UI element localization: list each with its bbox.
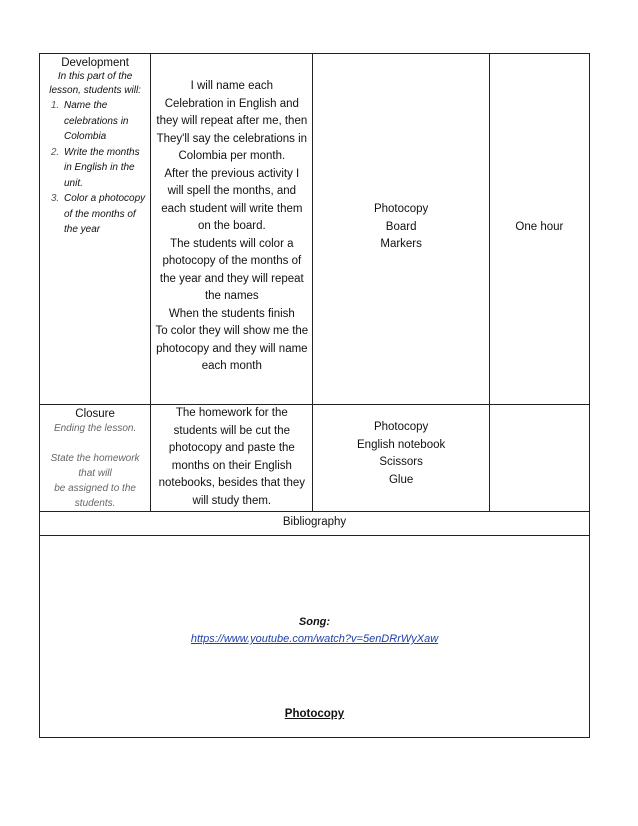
material-item: Photocopy bbox=[373, 203, 429, 215]
closure-time-cell bbox=[489, 405, 589, 512]
development-activities-text bbox=[151, 54, 312, 376]
song-link[interactable]: https://www.youtube.com/watch?v=5enDRrWyXaw bbox=[190, 633, 439, 645]
development-heading: Development bbox=[61, 57, 129, 69]
development-row bbox=[40, 54, 590, 405]
closure-activities-cell bbox=[151, 405, 313, 512]
activity-line: To color they will show me the bbox=[155, 325, 309, 337]
objective-text: of the months of bbox=[64, 208, 136, 220]
objective-text: Colombia bbox=[64, 131, 107, 142]
material-item: Markers bbox=[380, 238, 422, 250]
activity-line: When the students finish bbox=[168, 307, 295, 320]
activity-line: each student will write them bbox=[161, 202, 303, 215]
lesson-plan-table bbox=[39, 53, 590, 738]
activity-line: photocopy and they will name bbox=[156, 342, 308, 355]
objective-text: celebrations in bbox=[64, 115, 129, 127]
material-item: English notebook bbox=[357, 438, 446, 451]
closure-note-line: students. bbox=[74, 498, 116, 509]
material-item: Scissors bbox=[379, 456, 423, 468]
bibliography-title: Bibliography bbox=[282, 516, 347, 528]
development-time-cell bbox=[489, 54, 589, 405]
activity-line: The homework for the bbox=[175, 407, 288, 419]
objective-item bbox=[62, 98, 148, 145]
development-intro-line-1: In this part of the bbox=[57, 71, 133, 82]
development-activities-cell bbox=[151, 54, 313, 405]
bibliography-content-cell bbox=[40, 536, 590, 738]
material-item: Photocopy bbox=[373, 421, 429, 433]
activity-line: months on their English bbox=[171, 459, 292, 472]
material-item: Glue bbox=[388, 473, 414, 486]
development-intro-line-2: lesson, students will: bbox=[49, 85, 141, 96]
closure-materials-cell bbox=[313, 405, 489, 512]
development-materials-list bbox=[313, 54, 488, 254]
objective-text: the year bbox=[64, 224, 101, 235]
development-stage-cell bbox=[40, 54, 151, 405]
objective-text: in English in the bbox=[64, 162, 135, 173]
song-label: Song: bbox=[298, 616, 331, 628]
development-time: One hour bbox=[515, 221, 564, 233]
objective-item bbox=[62, 191, 148, 238]
activity-line: The students will color a bbox=[170, 237, 294, 250]
photocopy-label: Photocopy bbox=[284, 708, 345, 720]
activity-line: will spell the months, and bbox=[167, 185, 297, 197]
activity-line: notebooks, besides that they bbox=[158, 477, 306, 489]
activity-line: I will name each bbox=[190, 80, 274, 92]
bibliography-header-row bbox=[40, 512, 590, 536]
objective-text: 2. Write the months bbox=[64, 146, 140, 158]
closure-note-line: State the homework bbox=[50, 453, 140, 464]
activity-line: Colombia per month. bbox=[178, 150, 286, 162]
objective-text: unit. bbox=[64, 177, 83, 189]
activity-line: Celebration in English and bbox=[164, 97, 299, 110]
activity-line: they will repeat after me, then bbox=[156, 115, 308, 127]
activity-line: photocopy and paste the bbox=[168, 442, 295, 454]
activity-line: After the previous activity I bbox=[164, 167, 300, 180]
activity-line: on the board. bbox=[197, 220, 266, 232]
activity-line: each month bbox=[201, 360, 262, 372]
objective-text: 1. Name the bbox=[64, 100, 108, 111]
activity-line: They'll say the celebrations in bbox=[156, 132, 308, 145]
closure-heading: Closure bbox=[75, 408, 115, 420]
closure-note-line: that will bbox=[78, 468, 112, 479]
bibliography-header-cell bbox=[40, 512, 590, 536]
closure-row bbox=[40, 405, 590, 512]
development-materials-cell bbox=[313, 54, 489, 405]
activity-line: students will be cut the bbox=[173, 424, 290, 437]
closure-activities-text bbox=[151, 405, 312, 510]
objective-text: 3. Color a photocopy bbox=[64, 193, 146, 204]
closure-note-line: Ending the lesson. bbox=[53, 423, 137, 434]
activity-line: the year and they will repeat bbox=[159, 272, 304, 285]
objectives-list bbox=[40, 98, 150, 238]
activity-line: will study them. bbox=[192, 494, 272, 507]
objective-item bbox=[62, 145, 148, 192]
bibliography-content-row bbox=[40, 536, 590, 738]
closure-note-line bbox=[40, 436, 150, 451]
closure-stage-cell bbox=[40, 405, 151, 512]
material-item: Board bbox=[385, 220, 417, 233]
closure-materials-list bbox=[313, 405, 488, 489]
activity-line: photocopy of the months of bbox=[162, 255, 302, 267]
activity-line: the names bbox=[204, 290, 259, 302]
closure-note-line: be assigned to the bbox=[54, 483, 136, 494]
